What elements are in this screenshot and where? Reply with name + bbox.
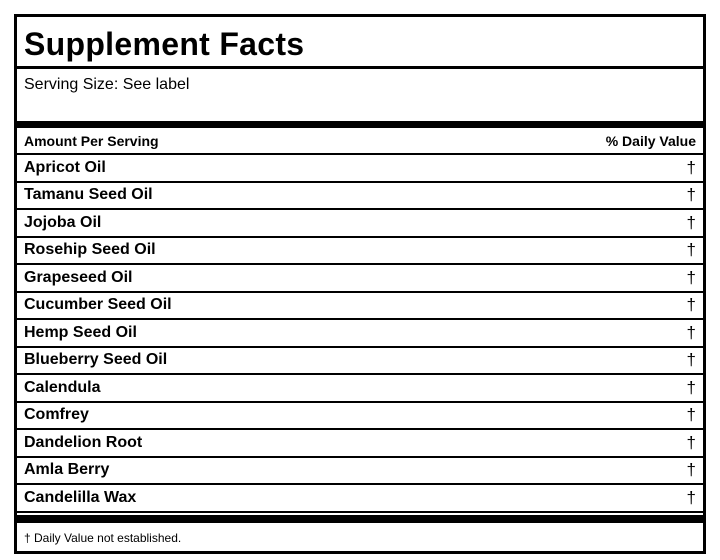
ingredient-row: [17, 265, 703, 293]
daily-value-dagger: †: [686, 185, 696, 205]
daily-value-dagger: †: [686, 350, 696, 370]
ingredient-list: [17, 155, 703, 513]
ingredient-name: Calendula: [24, 378, 101, 396]
supplement-facts-panel: [14, 14, 706, 554]
ingredient-name: Tamanu Seed Oil: [24, 186, 153, 204]
ingredient-row: [17, 210, 703, 238]
title-row: [17, 17, 703, 69]
ingredient-row: [17, 155, 703, 183]
ingredient-row: [17, 320, 703, 348]
ingredient-name: Apricot Oil: [24, 158, 106, 176]
daily-value-dagger: †: [686, 405, 696, 425]
ingredient-name: Hemp Seed Oil: [24, 323, 137, 341]
ingredient-row: [17, 348, 703, 376]
ingredient-name: Dandelion Root: [24, 433, 143, 451]
ingredient-name: Candelilla Wax: [24, 488, 137, 506]
ingredient-name: Jojoba Oil: [24, 213, 102, 231]
ingredient-name: Comfrey: [24, 406, 89, 424]
ingredient-name: Cucumber Seed Oil: [24, 296, 172, 314]
bottom-thick-divider: [17, 515, 703, 523]
daily-value-dagger: †: [686, 487, 696, 507]
ingredient-row: [17, 458, 703, 486]
thick-divider: [17, 121, 703, 128]
ingredient-row: [17, 293, 703, 321]
ingredient-row: [17, 375, 703, 403]
ingredient-name: Grapeseed Oil: [24, 268, 133, 286]
daily-value-dagger: †: [686, 432, 696, 452]
ingredient-row: [17, 238, 703, 266]
panel-title: Supplement Facts: [24, 25, 305, 62]
daily-value-dagger: †: [686, 157, 696, 177]
daily-value-dagger: †: [686, 295, 696, 315]
column-header-row: [17, 128, 703, 155]
ingredient-name: Amla Berry: [24, 461, 110, 479]
daily-value-dagger: †: [686, 322, 696, 342]
daily-value-dagger: †: [686, 212, 696, 232]
footnote: † Daily Value not established.: [24, 531, 182, 545]
ingredient-row: [17, 485, 703, 513]
ingredient-name: Rosehip Seed Oil: [24, 241, 156, 259]
daily-value-dagger: †: [686, 377, 696, 397]
serving-size: Serving Size: See label: [24, 76, 190, 93]
ingredient-row: [17, 430, 703, 458]
daily-value-dagger: †: [686, 240, 696, 260]
daily-value-header: % Daily Value: [605, 132, 696, 149]
ingredient-row: [17, 403, 703, 431]
daily-value-dagger: †: [686, 267, 696, 287]
amount-per-serving-header: Amount Per Serving: [24, 132, 159, 149]
ingredient-row: [17, 183, 703, 211]
ingredient-name: Blueberry Seed Oil: [24, 351, 168, 369]
daily-value-dagger: †: [686, 460, 696, 480]
